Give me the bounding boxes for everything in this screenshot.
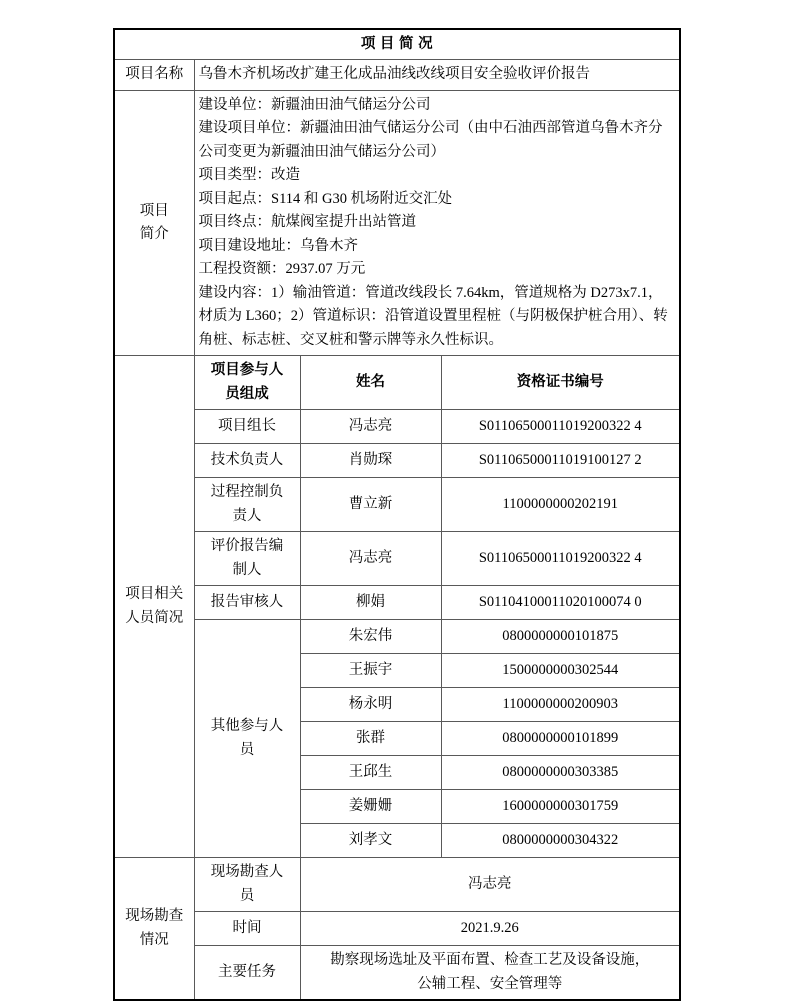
column-header-role-line2: 员组成 (225, 385, 269, 402)
personnel-role (194, 410, 300, 444)
personnel-name: 曹立新 (300, 478, 441, 532)
site-survey-section-label (114, 858, 194, 1000)
personnel-header-row (114, 356, 680, 410)
table-row (114, 444, 680, 478)
table-row (114, 478, 680, 532)
page-title (114, 29, 680, 60)
site-survey-label-line2: 情况 (139, 931, 169, 948)
site-survey-personnel-label-line2: 员 (239, 887, 255, 904)
brief-line: 工程投资额：2937.07 万元 (198, 261, 366, 278)
personnel-section-label (114, 356, 194, 858)
brief-line: 建设内容：1）输油管道：管道改线段长 7.64km，管道规格为 D273x7.1，材质为 L360；2）管道标识：沿管道设置里程桩（与阴极保护桩合用）、转角桩、标志桩、交叉桩和警示牌等永久性标识。 (198, 284, 668, 348)
table-row (114, 410, 680, 444)
title-row (114, 29, 680, 60)
document-sheet (113, 28, 679, 1001)
personnel-cert: S01106500011019200322 4 (441, 532, 680, 586)
personnel-name: 姜姗姗 (300, 790, 441, 824)
personnel-name: 朱宏伟 (300, 620, 441, 654)
personnel-role-line1: 报告审核人 (210, 593, 284, 610)
site-survey-date-label: 时间 (194, 912, 300, 946)
personnel-name: 肖勋琛 (300, 444, 441, 478)
brief-line: 项目终点：航煤阀室提升出站管道 (198, 214, 416, 231)
page-title-text: 项 目 简 况 (360, 36, 434, 52)
site-survey-tasks-value (300, 946, 680, 1000)
site-survey-personnel-value: 冯志亮 (300, 858, 680, 912)
personnel-label-line2: 人员简况 (125, 609, 184, 626)
personnel-label-line1: 项目相关 (125, 586, 184, 603)
other-participants-label-line2: 员 (239, 741, 255, 758)
column-header-role (194, 356, 300, 410)
personnel-role-line1: 过程控制负 (210, 484, 284, 501)
brief-line: 项目起点：S114 和 G30 机场附近交汇处 (198, 190, 453, 207)
project-brief-label-line2: 简介 (139, 226, 169, 243)
personnel-role-line1: 项目组长 (218, 418, 276, 435)
brief-line: 项目建设地址：乌鲁木齐 (198, 237, 358, 254)
project-name-label: 项目名称 (114, 60, 194, 90)
personnel-role-line2: 责人 (232, 507, 262, 524)
site-survey-row (114, 858, 680, 912)
personnel-role (194, 586, 300, 620)
table-row (114, 586, 680, 620)
site-survey-row (114, 912, 680, 946)
site-survey-tasks-label: 主要任务 (194, 946, 300, 1000)
project-name-value: 乌鲁木齐机场改扩建王化成品油线改线项目安全验收评价报告 (194, 60, 680, 90)
site-survey-date-value: 2021.9.26 (300, 912, 680, 946)
personnel-cert: 1100000000200903 (441, 688, 680, 722)
personnel-name: 杨永明 (300, 688, 441, 722)
personnel-role (194, 444, 300, 478)
personnel-role (194, 478, 300, 532)
personnel-name: 张群 (300, 722, 441, 756)
personnel-cert: S01106500011019100127 2 (441, 444, 680, 478)
personnel-name: 冯志亮 (300, 410, 441, 444)
personnel-cert: 0800000000101899 (441, 722, 680, 756)
project-brief-label (114, 90, 194, 355)
personnel-cert: S01104100011020100074 0 (441, 586, 680, 620)
site-survey-row (114, 946, 680, 1000)
table-row (114, 532, 680, 586)
site-survey-label-line1: 现场勘查 (125, 908, 184, 925)
personnel-name: 刘孝文 (300, 824, 441, 858)
personnel-cert: 0800000000303385 (441, 756, 680, 790)
personnel-cert: S01106500011019200322 4 (441, 410, 680, 444)
brief-line: 建设单位：新疆油田油气储运分公司 (198, 96, 431, 113)
column-header-cert: 资格证书编号 (441, 356, 680, 410)
personnel-cert: 1500000000302544 (441, 654, 680, 688)
column-header-name: 姓名 (300, 356, 441, 410)
table-row (114, 620, 680, 654)
brief-line: 建设项目单位：新疆油田油气储运分公司（由中石油西部管道乌鲁木齐分公司变更为新疆油田油气储运分公司） (198, 120, 663, 160)
personnel-cert: 0800000000304322 (441, 824, 680, 858)
personnel-cert: 0800000000101875 (441, 620, 680, 654)
site-survey-personnel-label (194, 858, 300, 912)
project-summary-table (113, 28, 681, 1001)
site-survey-personnel-label-line1: 现场勘查人 (210, 864, 284, 881)
personnel-cert: 1600000000301759 (441, 790, 680, 824)
brief-line: 项目类型：改造 (198, 167, 300, 184)
site-survey-tasks-line1: 勘察现场选址及平面布置、检查工艺及设备设施， (330, 952, 650, 969)
personnel-cert: 1100000000202191 (441, 478, 680, 532)
column-header-role-line1: 项目参与人 (210, 362, 284, 379)
personnel-role-line1: 评价报告编 (210, 538, 284, 555)
personnel-name: 王振宇 (300, 654, 441, 688)
other-participants-label-line1: 其他参与人 (210, 718, 284, 735)
project-name-row (114, 60, 680, 90)
personnel-role-line1: 技术负责人 (210, 452, 284, 469)
other-participants-label (194, 620, 300, 858)
personnel-name: 冯志亮 (300, 532, 441, 586)
personnel-role (194, 532, 300, 586)
project-brief-row (114, 90, 680, 355)
project-brief-label-line1: 项目 (139, 202, 169, 219)
site-survey-tasks-line2: 公辅工程、安全管理等 (417, 975, 563, 992)
personnel-role-line2: 制人 (232, 561, 262, 578)
project-brief-content (194, 90, 680, 355)
personnel-name: 柳娟 (300, 586, 441, 620)
personnel-name: 王邱生 (300, 756, 441, 790)
